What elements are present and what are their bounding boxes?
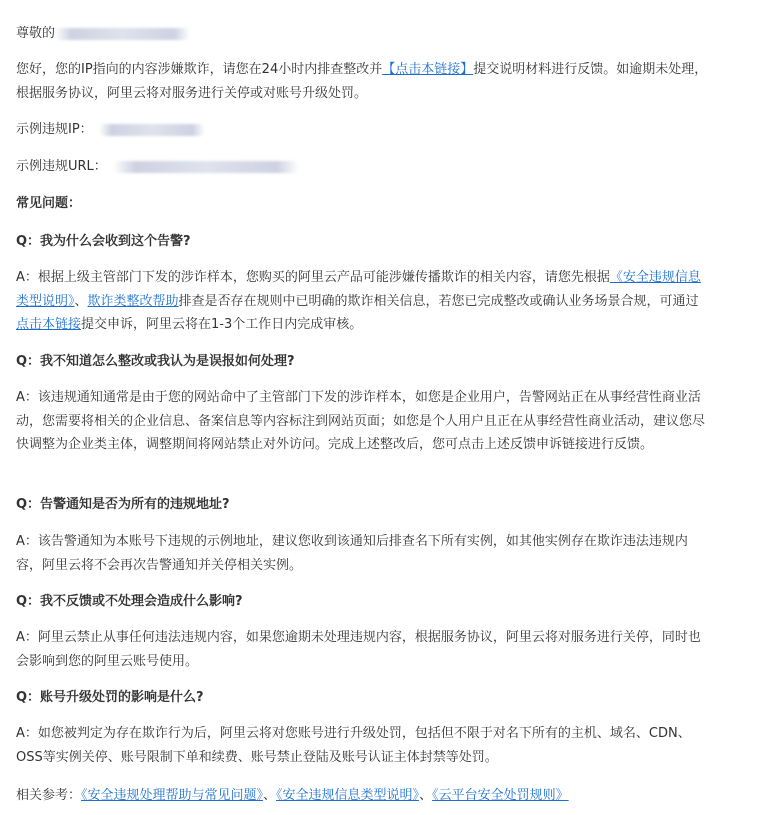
intro-paragraph (16, 58, 710, 105)
faq-question-1: Q：我为什么会收到这个告警? (16, 234, 191, 249)
faq-answer-1-suffix: 提交申诉，阿里云将在1-3个工作日内完成审核。 (81, 317, 363, 332)
fraud-fix-help-link[interactable]: 欺诈类整改帮助 (87, 293, 179, 309)
feedback-link[interactable]: 【点击本链接】 (382, 62, 474, 77)
redacted-ip (99, 124, 205, 136)
references-sep-2: 、 (419, 788, 433, 803)
violation-url-label: 示例违规URL： (16, 159, 107, 174)
faq-answer-1-sep: 、 (74, 293, 88, 309)
faq-answer-1-mid: 排查是否存在规则中已明确的欺诈相关信息，若您已完成整改或确认业务场景合规，可通过 (178, 293, 699, 309)
references (16, 784, 710, 808)
references-sep-1: 、 (263, 788, 277, 803)
references-label: 相关参考： (16, 788, 82, 803)
greeting-text: 尊敬的 (16, 26, 56, 41)
violation-ip-line (16, 118, 710, 142)
faq-answer-3: A：该告警通知为本账号下违规的示例地址，建议您收到该通知后排查名下所有实例，如其他实例存在欺诈违法违规内容，阿里云将不会再次告警通知并关停相关实例。 (16, 534, 688, 573)
violation-ip-label: 示例违规IP： (16, 122, 93, 137)
faq-answer-1-prefix: A：根据上级主管部门下发的涉诈样本，您购买的阿里云产品可能涉嫌传播欺诈的相关内容，请您先根据 (16, 270, 610, 285)
violation-types-link[interactable]: 《安全违规信息类型说明》 (16, 270, 701, 309)
intro-text-after: 提交说明材料进行反馈。如逾期未处理，根据服务协议，阿里云将对服务进行关停或对账号升级处罚。 (16, 62, 708, 101)
faq-question-4: Q：我不反馈或不处理会造成什么影响? (16, 594, 243, 609)
violation-url-line (16, 155, 710, 179)
greeting (16, 22, 710, 46)
faq-question-5: Q：账号升级处罚的影响是什么? (16, 690, 204, 705)
faq-question-3: Q：告警通知是否为所有的违规地址? (16, 497, 230, 512)
faq-answer-4: A：阿里云禁止从事任何违法违规内容，如果您逾期未处理违规内容，根据服务协议，阿里云将对服务进行关停，同时也会影响到您的阿里云账号使用。 (16, 630, 701, 669)
appeal-link[interactable]: 点击本链接 (16, 317, 82, 332)
intro-text-before: 您好，您的IP指向的内容涉嫌欺诈，请您在24小时内排查整改并 (16, 62, 383, 77)
faq-question-2: Q：我不知道怎么整改或我认为是误报如何处理? (16, 354, 295, 369)
redacted-url (113, 161, 299, 173)
faq-answer-2: A：该违规通知通常是由于您的网站命中了主管部门下发的涉诈样本，如您是企业用户，告警网站正在从事经营性商业活动，您需要将相关的企业信息、备案信息等内容标注到网站页面；如您是个人用户且正在从事经营性商业活动，建议您尽快调整为企业类主体，调整期间将网站禁止对外访问。完成上述整改后，您可点击上述反馈申诉链接进行反馈。 (16, 390, 706, 452)
reference-link-violation-types[interactable]: 《安全违规信息类型说明》 (276, 788, 420, 803)
redacted-name (55, 28, 190, 40)
reference-link-help-faq[interactable]: 《安全违规处理帮助与常见问题》 (81, 788, 264, 803)
reference-link-penalty-rules[interactable]: 《云平台安全处罚规则》 (432, 788, 569, 803)
faq-heading: 常见问题： (16, 196, 82, 211)
faq-answer-5: A：如您被判定为存在欺诈行为后，阿里云将对您账号进行升级处罚，包括但不限于对名下所有的主机、域名、CDN、OSS等实例关停、账号限制下单和续费、账号禁止登陆及账号认证主体封禁等处罚。 (16, 726, 691, 765)
faq-answer-1 (16, 266, 710, 337)
